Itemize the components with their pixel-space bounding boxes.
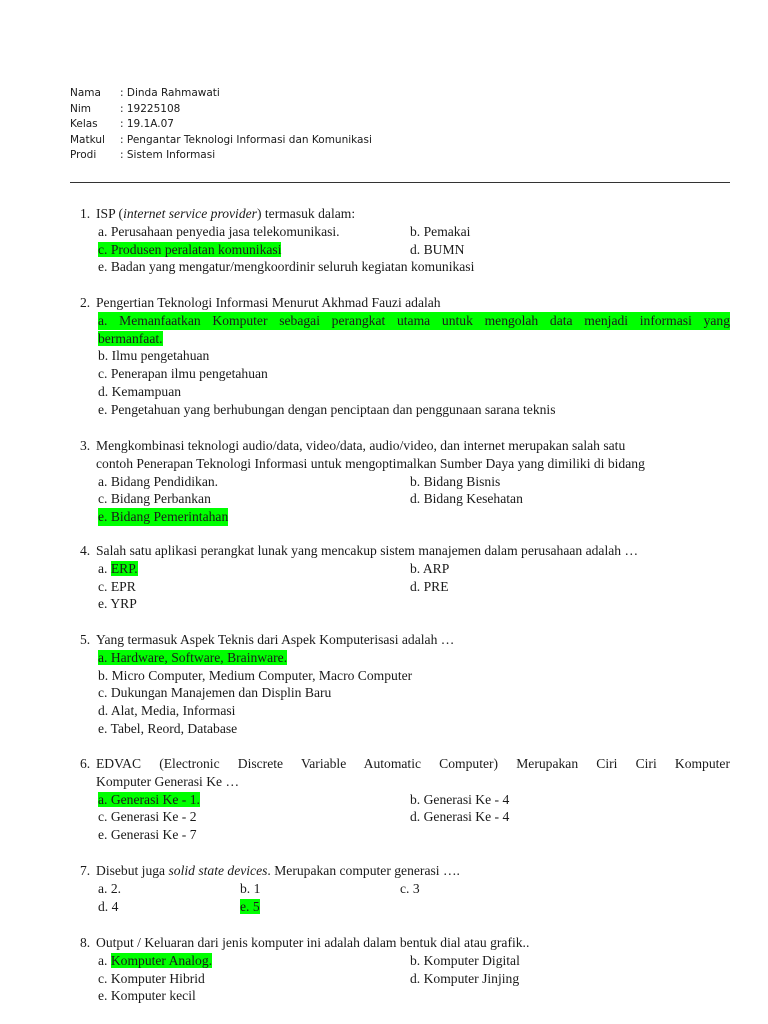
options <box>98 473 730 526</box>
info-label: Matkul <box>70 133 105 146</box>
stem-text: contoh Penerapan Teknologi Informasi untuk mengoptimalkan Sumber Daya yang dimiliki di bidang <box>96 455 645 471</box>
question-number: 6. <box>80 756 91 771</box>
question-number: 5. <box>80 632 91 647</box>
question-4 <box>80 542 730 613</box>
option-a: a. Bidang Pendidikan. <box>98 473 219 489</box>
option-prefix: a. <box>98 952 111 968</box>
option-b: b. Bidang Bisnis <box>410 473 501 489</box>
option-b: b. Pemakai <box>410 223 471 239</box>
info-label: Nama <box>70 87 101 99</box>
info-row-prodi <box>70 148 372 164</box>
option-d: d. 4 <box>98 898 119 914</box>
info-row-kelas <box>70 117 372 133</box>
option-e: e. Pengetahuan yang berhubungan dengan penciptaan dan penggunaan sarana teknis <box>98 401 556 417</box>
info-label: Kelas <box>70 118 98 130</box>
stem-italic-text: solid state devices <box>168 863 268 878</box>
option-a <box>98 560 410 578</box>
option-e: e. Badan yang mengatur/mengkoordinir seluruh kegiatan komunikasi <box>98 259 475 275</box>
info-label: Prodi <box>70 149 97 161</box>
option-c: c. Komputer Hibrid <box>98 970 205 986</box>
option-a-answer: a. Hardware, Software, Brainware. <box>98 649 288 665</box>
info-value: : Sistem Informasi <box>120 149 216 161</box>
stem-italic-text: internet service provider <box>123 206 257 221</box>
options <box>98 560 730 613</box>
stem-text: Output / Keluaran dari jenis komputer ini adalah dalam bentuk dial atau grafik.. <box>96 935 530 950</box>
option-a-answer: Komputer Analog. <box>110 952 213 968</box>
option-d: d. Komputer Jinjing <box>410 970 520 986</box>
info-value: : Pengantar Teknologi Informasi dan Komunikasi <box>120 133 372 146</box>
options <box>98 791 730 844</box>
option-d: d. Bidang Kesehatan <box>410 491 523 507</box>
question-6 <box>80 755 730 844</box>
question-number: 1. <box>80 206 91 221</box>
option-b: b. ARP <box>410 560 450 576</box>
question-5 <box>80 631 730 738</box>
info-row-nim <box>70 102 372 118</box>
option-a: a. Perusahaan penyedia jasa telekomunikasi. <box>98 223 340 239</box>
option-e-answer: e. 5 <box>240 898 260 914</box>
option-b: b. 1 <box>240 880 261 896</box>
option-a-answer: ERP. <box>110 560 138 576</box>
question-stem <box>80 437 730 473</box>
question-stem <box>80 542 730 560</box>
option-b: b. Generasi Ke - 4 <box>410 791 510 807</box>
question-3 <box>80 437 730 526</box>
stem-text: Komputer Generasi Ke … <box>96 773 240 789</box>
option-d: d. BUMN <box>410 241 465 257</box>
student-info <box>70 86 372 164</box>
option-e: e. Generasi Ke - 7 <box>98 827 197 843</box>
question-stem <box>80 205 730 223</box>
option-b: b. Ilmu pengetahuan <box>98 348 210 364</box>
info-label: Nim <box>70 102 91 115</box>
option-prefix: a. <box>98 560 111 576</box>
option-c: c. Penerapan ilmu pengetahuan <box>98 366 268 382</box>
stem-text: ISP ( <box>96 206 124 221</box>
option-c: c. 3 <box>400 880 420 896</box>
options <box>98 649 730 738</box>
stem-text: EDVAC (Electronic Discrete Variable Automatic Computer) Merupakan Ciri Ciri Komputer <box>96 756 730 771</box>
option-b: b. Micro Computer, Medium Computer, Macro Computer <box>98 667 413 683</box>
option-d: d. PRE <box>410 578 449 594</box>
option-b: b. Komputer Digital <box>410 952 520 968</box>
question-number: 4. <box>80 543 91 558</box>
option-a-answer: a. Memanfaatkan Komputer sebagai perangkat utama untuk mengolah data menjadi informasi yang <box>98 312 730 328</box>
question-number: 2. <box>80 295 91 310</box>
option-c: c. Generasi Ke - 2 <box>98 809 197 825</box>
option-a: a. 2. <box>98 880 122 896</box>
info-value: : Dinda Rahmawati <box>120 87 220 99</box>
question-stem <box>80 934 730 952</box>
stem-text: Mengkombinasi teknologi audio/data, video/data, audio/video, dan internet merupakan salah satu <box>96 438 626 453</box>
question-number: 7. <box>80 863 91 878</box>
question-number: 3. <box>80 438 91 453</box>
option-c: c. EPR <box>98 578 136 594</box>
stem-text: Yang termasuk Aspek Teknis dari Aspek Komputerisasi adalah … <box>96 632 455 647</box>
option-d: d. Kemampuan <box>98 383 182 399</box>
header-divider <box>70 182 730 183</box>
info-row-nama <box>70 86 372 102</box>
options <box>98 952 730 1005</box>
options <box>98 880 730 916</box>
option-e-answer: e. Bidang Pemerintahan <box>98 509 229 525</box>
info-row-matkul <box>70 133 372 149</box>
option-a <box>98 952 410 970</box>
stem-text: ) termasuk dalam: <box>256 206 356 221</box>
option-e: e. Komputer kecil <box>98 988 196 1004</box>
option-c: c. Dukungan Manajemen dan Displin Baru <box>98 685 332 701</box>
option-a-answer-cont: bermanfaat. <box>98 330 163 346</box>
option-a-answer: a. Generasi Ke - 1. <box>98 791 200 807</box>
option-e: e. YRP <box>98 596 137 612</box>
stem-text: Pengertian Teknologi Informasi Menurut Akhmad Fauzi adalah <box>96 295 441 310</box>
question-number: 8. <box>80 935 91 950</box>
stem-text: Disebut juga <box>96 863 169 878</box>
option-d: d. Generasi Ke - 4 <box>410 809 510 825</box>
info-value: : 19.1A.07 <box>120 118 174 130</box>
options <box>98 223 730 276</box>
stem-text: . Merupakan computer generasi …. <box>267 863 460 878</box>
question-stem <box>80 862 730 880</box>
option-e: e. Tabel, Reord, Database <box>98 720 238 736</box>
question-stem <box>80 755 730 791</box>
question-8 <box>80 934 730 1005</box>
question-1 <box>80 205 730 276</box>
question-2 <box>80 294 730 419</box>
question-stem <box>80 294 730 312</box>
stem-text: Salah satu aplikasi perangkat lunak yang mencakup sistem manajemen dalam perusahaan adalah … <box>96 543 639 558</box>
option-d: d. Alat, Media, Informasi <box>98 703 236 719</box>
info-value: : 19225108 <box>120 102 181 115</box>
option-c: c. Bidang Perbankan <box>98 491 211 507</box>
question-stem <box>80 631 730 649</box>
option-c-answer: c. Produsen peralatan komunikasi <box>98 241 282 257</box>
options <box>98 312 730 419</box>
question-7 <box>80 862 730 915</box>
